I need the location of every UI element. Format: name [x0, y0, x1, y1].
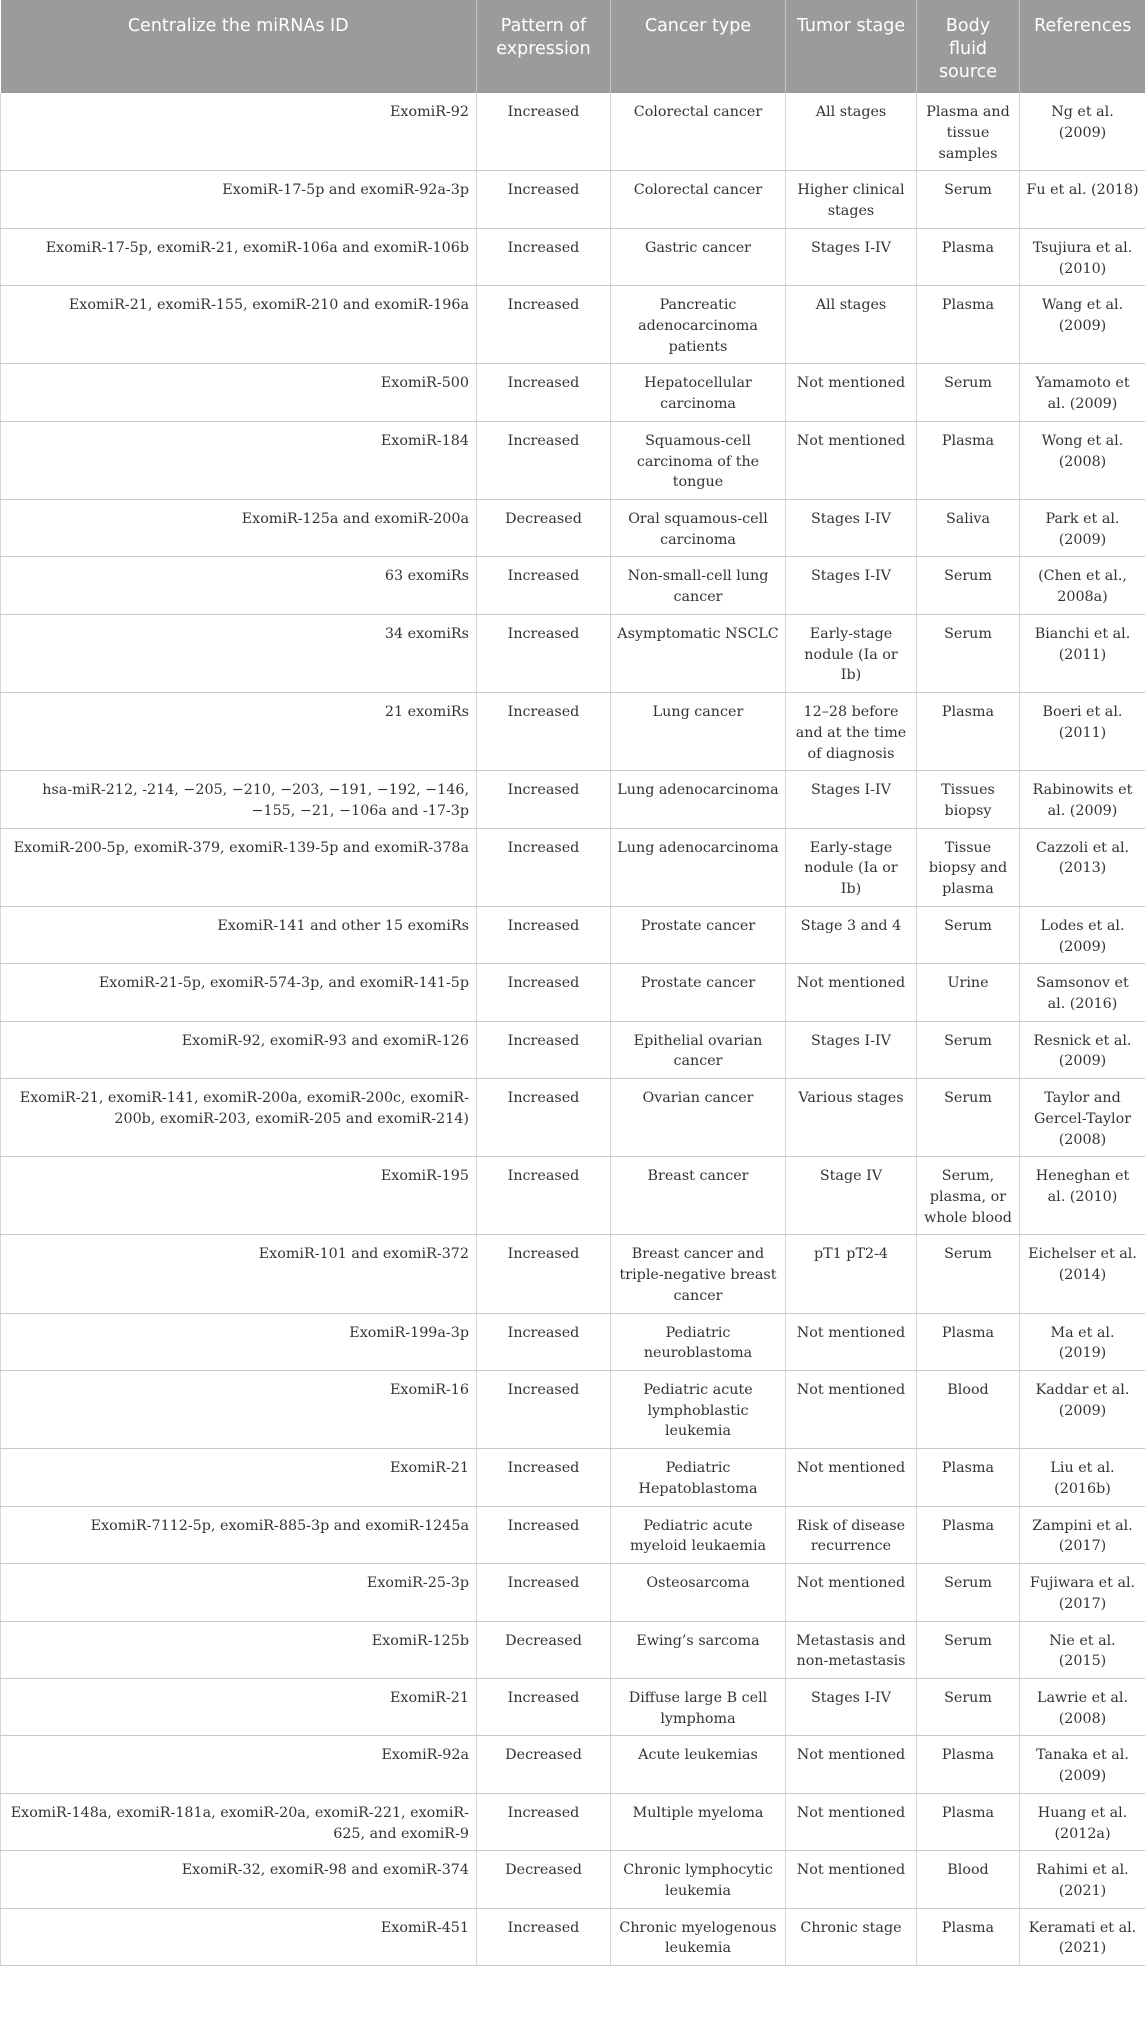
mirna-id-cell: ExomiR-21, exomiR-155, exomiR-210 and exomiR-196a [1, 286, 477, 364]
mirna-id-cell: ExomiR-25-3p [1, 1564, 477, 1621]
tumor-stage-cell: Not mentioned [786, 1736, 917, 1793]
expression-cell: Increased [477, 906, 611, 963]
table-row [1, 1851, 1145, 1908]
reference-cell: Eichelser et al. (2014) [1020, 1235, 1145, 1313]
cancer-type-cell: Epithelial ovarian cancer [611, 1021, 786, 1078]
reference-cell: Fu et al. (2018) [1020, 171, 1145, 228]
table-row [1, 364, 1145, 421]
table-row [1, 771, 1145, 828]
tumor-stage-cell: Metastasis and non-metastasis [786, 1621, 917, 1678]
body-fluid-cell: Serum [917, 1678, 1020, 1735]
expression-cell: Increased [477, 1371, 611, 1449]
mirna-id-cell: ExomiR-21 [1, 1449, 477, 1506]
reference-cell: Fujiwara et al. (2017) [1020, 1564, 1145, 1621]
expression-cell: Increased [477, 1313, 611, 1370]
expression-cell: Increased [477, 1908, 611, 1965]
body-fluid-cell: Plasma [917, 693, 1020, 771]
expression-cell: Increased [477, 557, 611, 614]
cancer-type-cell: Pediatric acute myeloid leukaemia [611, 1506, 786, 1563]
mirna-id-cell: hsa-miR-212, -214, −205, −210, −203, −191, −192, −146, −155, −21, −106a and -17-3p [1, 771, 477, 828]
table-row [1, 500, 1145, 557]
reference-cell: Kaddar et al. (2009) [1020, 1371, 1145, 1449]
expression-cell: Increased [477, 171, 611, 228]
body-fluid-cell: Plasma [917, 228, 1020, 285]
cancer-type-cell: Hepatocellular carcinoma [611, 364, 786, 421]
mirna-id-cell: ExomiR-21 [1, 1678, 477, 1735]
table-row [1, 1736, 1145, 1793]
mirna-id-cell: ExomiR-21-5p, exomiR-574-3p, and exomiR-141-5p [1, 964, 477, 1021]
body-fluid-cell: Serum [917, 557, 1020, 614]
tumor-stage-cell: Stages I-IV [786, 500, 917, 557]
mirna-id-cell: ExomiR-125b [1, 1621, 477, 1678]
expression-cell: Increased [477, 1793, 611, 1850]
tumor-stage-cell: Not mentioned [786, 1564, 917, 1621]
mirna-id-cell: ExomiR-92 [1, 93, 477, 171]
table-row [1, 1793, 1145, 1850]
reference-cell: Rahimi et al. (2021) [1020, 1851, 1145, 1908]
table-row [1, 828, 1145, 906]
cancer-type-cell: Breast cancer and triple-negative breast cancer [611, 1235, 786, 1313]
reference-cell: Park et al. (2009) [1020, 500, 1145, 557]
mirna-id-cell: ExomiR-200-5p, exomiR-379, exomiR-139-5p and exomiR-378a [1, 828, 477, 906]
header-cancer-type: Cancer type [611, 0, 786, 93]
reference-cell: Cazzoli et al. (2013) [1020, 828, 1145, 906]
mirna-id-cell: ExomiR-92a [1, 1736, 477, 1793]
tumor-stage-cell: Early-stage nodule (Ia or Ib) [786, 828, 917, 906]
mirna-id-cell: ExomiR-7112-5p, exomiR-885-3p and exomiR-1245a [1, 1506, 477, 1563]
cancer-type-cell: Multiple myeloma [611, 1793, 786, 1850]
mirna-id-cell: ExomiR-16 [1, 1371, 477, 1449]
reference-cell: Samsonov et al. (2016) [1020, 964, 1145, 1021]
mirna-id-cell: ExomiR-92, exomiR-93 and exomiR-126 [1, 1021, 477, 1078]
reference-cell: Tsujiura et al. (2010) [1020, 228, 1145, 285]
tumor-stage-cell: Stages I-IV [786, 771, 917, 828]
reference-cell: Ma et al. (2019) [1020, 1313, 1145, 1370]
table-row [1, 1621, 1145, 1678]
tumor-stage-cell: Not mentioned [786, 1851, 917, 1908]
table-row [1, 1678, 1145, 1735]
cancer-type-cell: Colorectal cancer [611, 93, 786, 171]
table-row [1, 906, 1145, 963]
cancer-type-cell: Osteosarcoma [611, 1564, 786, 1621]
table-row [1, 228, 1145, 285]
body-fluid-cell: Serum, plasma, or whole blood [917, 1157, 1020, 1235]
reference-cell: Rabinowits et al. (2009) [1020, 771, 1145, 828]
table-row [1, 557, 1145, 614]
cancer-type-cell: Pancreatic adenocarcinoma patients [611, 286, 786, 364]
cancer-type-cell: Pediatric neuroblastoma [611, 1313, 786, 1370]
mirna-id-cell: ExomiR-17-5p and exomiR-92a-3p [1, 171, 477, 228]
mirna-id-cell: ExomiR-148a, exomiR-181a, exomiR-20a, exomiR-221, exomiR-625, and exomiR-9 [1, 1793, 477, 1850]
cancer-type-cell: Breast cancer [611, 1157, 786, 1235]
mirna-id-cell: ExomiR-451 [1, 1908, 477, 1965]
cancer-type-cell: Pediatric Hepatoblastoma [611, 1449, 786, 1506]
tumor-stage-cell: All stages [786, 93, 917, 171]
cancer-type-cell: Lung adenocarcinoma [611, 828, 786, 906]
expression-cell: Decreased [477, 1736, 611, 1793]
reference-cell: Yamamoto et al. (2009) [1020, 364, 1145, 421]
header-pattern-of-expression: Pattern of expression [477, 0, 611, 93]
tumor-stage-cell: All stages [786, 286, 917, 364]
tumor-stage-cell: 12–28 before and at the time of diagnosis [786, 693, 917, 771]
cancer-type-cell: Squamous-cell carcinoma of the tongue [611, 421, 786, 499]
expression-cell: Increased [477, 228, 611, 285]
tumor-stage-cell: Not mentioned [786, 964, 917, 1021]
expression-cell: Decreased [477, 1851, 611, 1908]
cancer-type-cell: Prostate cancer [611, 906, 786, 963]
header-tumor-stage: Tumor stage [786, 0, 917, 93]
reference-cell: Wang et al. (2009) [1020, 286, 1145, 364]
cancer-type-cell: Gastric cancer [611, 228, 786, 285]
body-fluid-cell: Serum [917, 171, 1020, 228]
reference-cell: Heneghan et al. (2010) [1020, 1157, 1145, 1235]
tumor-stage-cell: Stages I-IV [786, 1678, 917, 1735]
reference-cell: Huang et al. (2012a) [1020, 1793, 1145, 1850]
body-fluid-cell: Serum [917, 614, 1020, 692]
tumor-stage-cell: Stages I-IV [786, 228, 917, 285]
tumor-stage-cell: Stage IV [786, 1157, 917, 1235]
cancer-type-cell: Chronic myelogenous leukemia [611, 1908, 786, 1965]
table-row [1, 964, 1145, 1021]
mirna-id-cell: ExomiR-195 [1, 1157, 477, 1235]
table-row [1, 1079, 1145, 1157]
mirna-id-cell: ExomiR-32, exomiR-98 and exomiR-374 [1, 1851, 477, 1908]
expression-cell: Increased [477, 364, 611, 421]
body-fluid-cell: Urine [917, 964, 1020, 1021]
reference-cell: Liu et al. (2016b) [1020, 1449, 1145, 1506]
mirna-id-cell: 34 exomiRs [1, 614, 477, 692]
body-fluid-cell: Blood [917, 1371, 1020, 1449]
mirna-id-cell: ExomiR-125a and exomiR-200a [1, 500, 477, 557]
expression-cell: Increased [477, 1079, 611, 1157]
mirna-id-cell: ExomiR-184 [1, 421, 477, 499]
body-fluid-cell: Plasma [917, 1793, 1020, 1850]
expression-cell: Increased [477, 1157, 611, 1235]
expression-cell: Increased [477, 1449, 611, 1506]
expression-cell: Increased [477, 1506, 611, 1563]
expression-cell: Increased [477, 1235, 611, 1313]
table-row [1, 1564, 1145, 1621]
reference-cell: Lodes et al. (2009) [1020, 906, 1145, 963]
cancer-type-cell: Diffuse large B cell lymphoma [611, 1678, 786, 1735]
table-body [1, 93, 1145, 1965]
header-row [1, 0, 1145, 93]
tumor-stage-cell: Stages I-IV [786, 557, 917, 614]
table-row [1, 1506, 1145, 1563]
tumor-stage-cell: Various stages [786, 1079, 917, 1157]
header-references: References [1020, 0, 1145, 93]
cancer-type-cell: Non-small-cell lung cancer [611, 557, 786, 614]
table-row [1, 614, 1145, 692]
table-row [1, 1908, 1145, 1965]
expression-cell: Increased [477, 1021, 611, 1078]
body-fluid-cell: Serum [917, 1621, 1020, 1678]
table-row [1, 171, 1145, 228]
mirna-id-cell: ExomiR-500 [1, 364, 477, 421]
reference-cell: Taylor and Gercel-Taylor (2008) [1020, 1079, 1145, 1157]
body-fluid-cell: Plasma [917, 1313, 1020, 1370]
reference-cell: Keramati et al. (2021) [1020, 1908, 1145, 1965]
body-fluid-cell: Plasma [917, 421, 1020, 499]
cancer-type-cell: Acute leukemias [611, 1736, 786, 1793]
reference-cell: Tanaka et al. (2009) [1020, 1736, 1145, 1793]
body-fluid-cell: Serum [917, 364, 1020, 421]
mirna-id-cell: ExomiR-141 and other 15 exomiRs [1, 906, 477, 963]
body-fluid-cell: Tissue biopsy and plasma [917, 828, 1020, 906]
table-row [1, 1021, 1145, 1078]
tumor-stage-cell: pT1 pT2-4 [786, 1235, 917, 1313]
expression-cell: Increased [477, 964, 611, 1021]
body-fluid-cell: Serum [917, 1079, 1020, 1157]
expression-cell: Increased [477, 771, 611, 828]
tumor-stage-cell: Higher clinical stages [786, 171, 917, 228]
tumor-stage-cell: Not mentioned [786, 1449, 917, 1506]
tumor-stage-cell: Stage 3 and 4 [786, 906, 917, 963]
cancer-type-cell: Chronic lymphocytic leukemia [611, 1851, 786, 1908]
tumor-stage-cell: Not mentioned [786, 421, 917, 499]
cancer-type-cell: Oral squamous-cell carcinoma [611, 500, 786, 557]
expression-cell: Increased [477, 421, 611, 499]
expression-cell: Increased [477, 1678, 611, 1735]
expression-cell: Increased [477, 614, 611, 692]
body-fluid-cell: Plasma [917, 1908, 1020, 1965]
mirna-id-cell: ExomiR-199a-3p [1, 1313, 477, 1370]
header-mirna-id: Centralize the miRNAs ID [1, 0, 477, 93]
body-fluid-cell: Serum [917, 1235, 1020, 1313]
tumor-stage-cell: Not mentioned [786, 1313, 917, 1370]
tumor-stage-cell: Risk of disease recurrence [786, 1506, 917, 1563]
cancer-type-cell: Ovarian cancer [611, 1079, 786, 1157]
expression-cell: Decreased [477, 1621, 611, 1678]
reference-cell: Nie et al. (2015) [1020, 1621, 1145, 1678]
body-fluid-cell: Plasma [917, 1449, 1020, 1506]
expression-cell: Increased [477, 693, 611, 771]
table-header [1, 0, 1145, 93]
table-row [1, 286, 1145, 364]
mirna-id-cell: 63 exomiRs [1, 557, 477, 614]
table-row [1, 421, 1145, 499]
mirna-id-cell: ExomiR-17-5p, exomiR-21, exomiR-106a and exomiR-106b [1, 228, 477, 285]
expression-cell: Increased [477, 1564, 611, 1621]
table-row [1, 93, 1145, 171]
tumor-stage-cell: Chronic stage [786, 1908, 917, 1965]
reference-cell: Ng et al. (2009) [1020, 93, 1145, 171]
mirna-id-cell: ExomiR-101 and exomiR-372 [1, 1235, 477, 1313]
table-row [1, 1371, 1145, 1449]
tumor-stage-cell: Early-stage nodule (Ia or Ib) [786, 614, 917, 692]
cancer-type-cell: Ewing’s sarcoma [611, 1621, 786, 1678]
body-fluid-cell: Saliva [917, 500, 1020, 557]
tumor-stage-cell: Stages I-IV [786, 1021, 917, 1078]
reference-cell: Zampini et al. (2017) [1020, 1506, 1145, 1563]
reference-cell: Lawrie et al. (2008) [1020, 1678, 1145, 1735]
reference-cell: (Chen et al., 2008a) [1020, 557, 1145, 614]
cancer-type-cell: Lung adenocarcinoma [611, 771, 786, 828]
body-fluid-cell: Plasma and tissue samples [917, 93, 1020, 171]
body-fluid-cell: Plasma [917, 286, 1020, 364]
tumor-stage-cell: Not mentioned [786, 364, 917, 421]
mirna-id-cell: ExomiR-21, exomiR-141, exomiR-200a, exomiR-200c, exomiR-200b, exomiR-203, exomiR-205 and exomiR-214) [1, 1079, 477, 1157]
expression-cell: Decreased [477, 500, 611, 557]
cancer-type-cell: Asymptomatic NSCLC [611, 614, 786, 692]
tumor-stage-cell: Not mentioned [786, 1793, 917, 1850]
tumor-stage-cell: Not mentioned [786, 1371, 917, 1449]
body-fluid-cell: Tissues biopsy [917, 771, 1020, 828]
table-row [1, 1235, 1145, 1313]
expression-cell: Increased [477, 828, 611, 906]
reference-cell: Boeri et al. (2011) [1020, 693, 1145, 771]
header-body-fluid-source: Body fluid source [917, 0, 1020, 93]
reference-cell: Resnick et al. (2009) [1020, 1021, 1145, 1078]
cancer-type-cell: Colorectal cancer [611, 171, 786, 228]
expression-cell: Increased [477, 286, 611, 364]
table-row [1, 1157, 1145, 1235]
mirna-id-cell: 21 exomiRs [1, 693, 477, 771]
body-fluid-cell: Plasma [917, 1736, 1020, 1793]
reference-cell: Bianchi et al. (2011) [1020, 614, 1145, 692]
table-row [1, 1449, 1145, 1506]
table-row [1, 1313, 1145, 1370]
body-fluid-cell: Serum [917, 1564, 1020, 1621]
expression-cell: Increased [477, 93, 611, 171]
body-fluid-cell: Blood [917, 1851, 1020, 1908]
body-fluid-cell: Serum [917, 1021, 1020, 1078]
table-row [1, 693, 1145, 771]
body-fluid-cell: Serum [917, 906, 1020, 963]
cancer-type-cell: Lung cancer [611, 693, 786, 771]
cancer-type-cell: Pediatric acute lymphoblastic leukemia [611, 1371, 786, 1449]
reference-cell: Wong et al. (2008) [1020, 421, 1145, 499]
body-fluid-cell: Plasma [917, 1506, 1020, 1563]
cancer-type-cell: Prostate cancer [611, 964, 786, 1021]
